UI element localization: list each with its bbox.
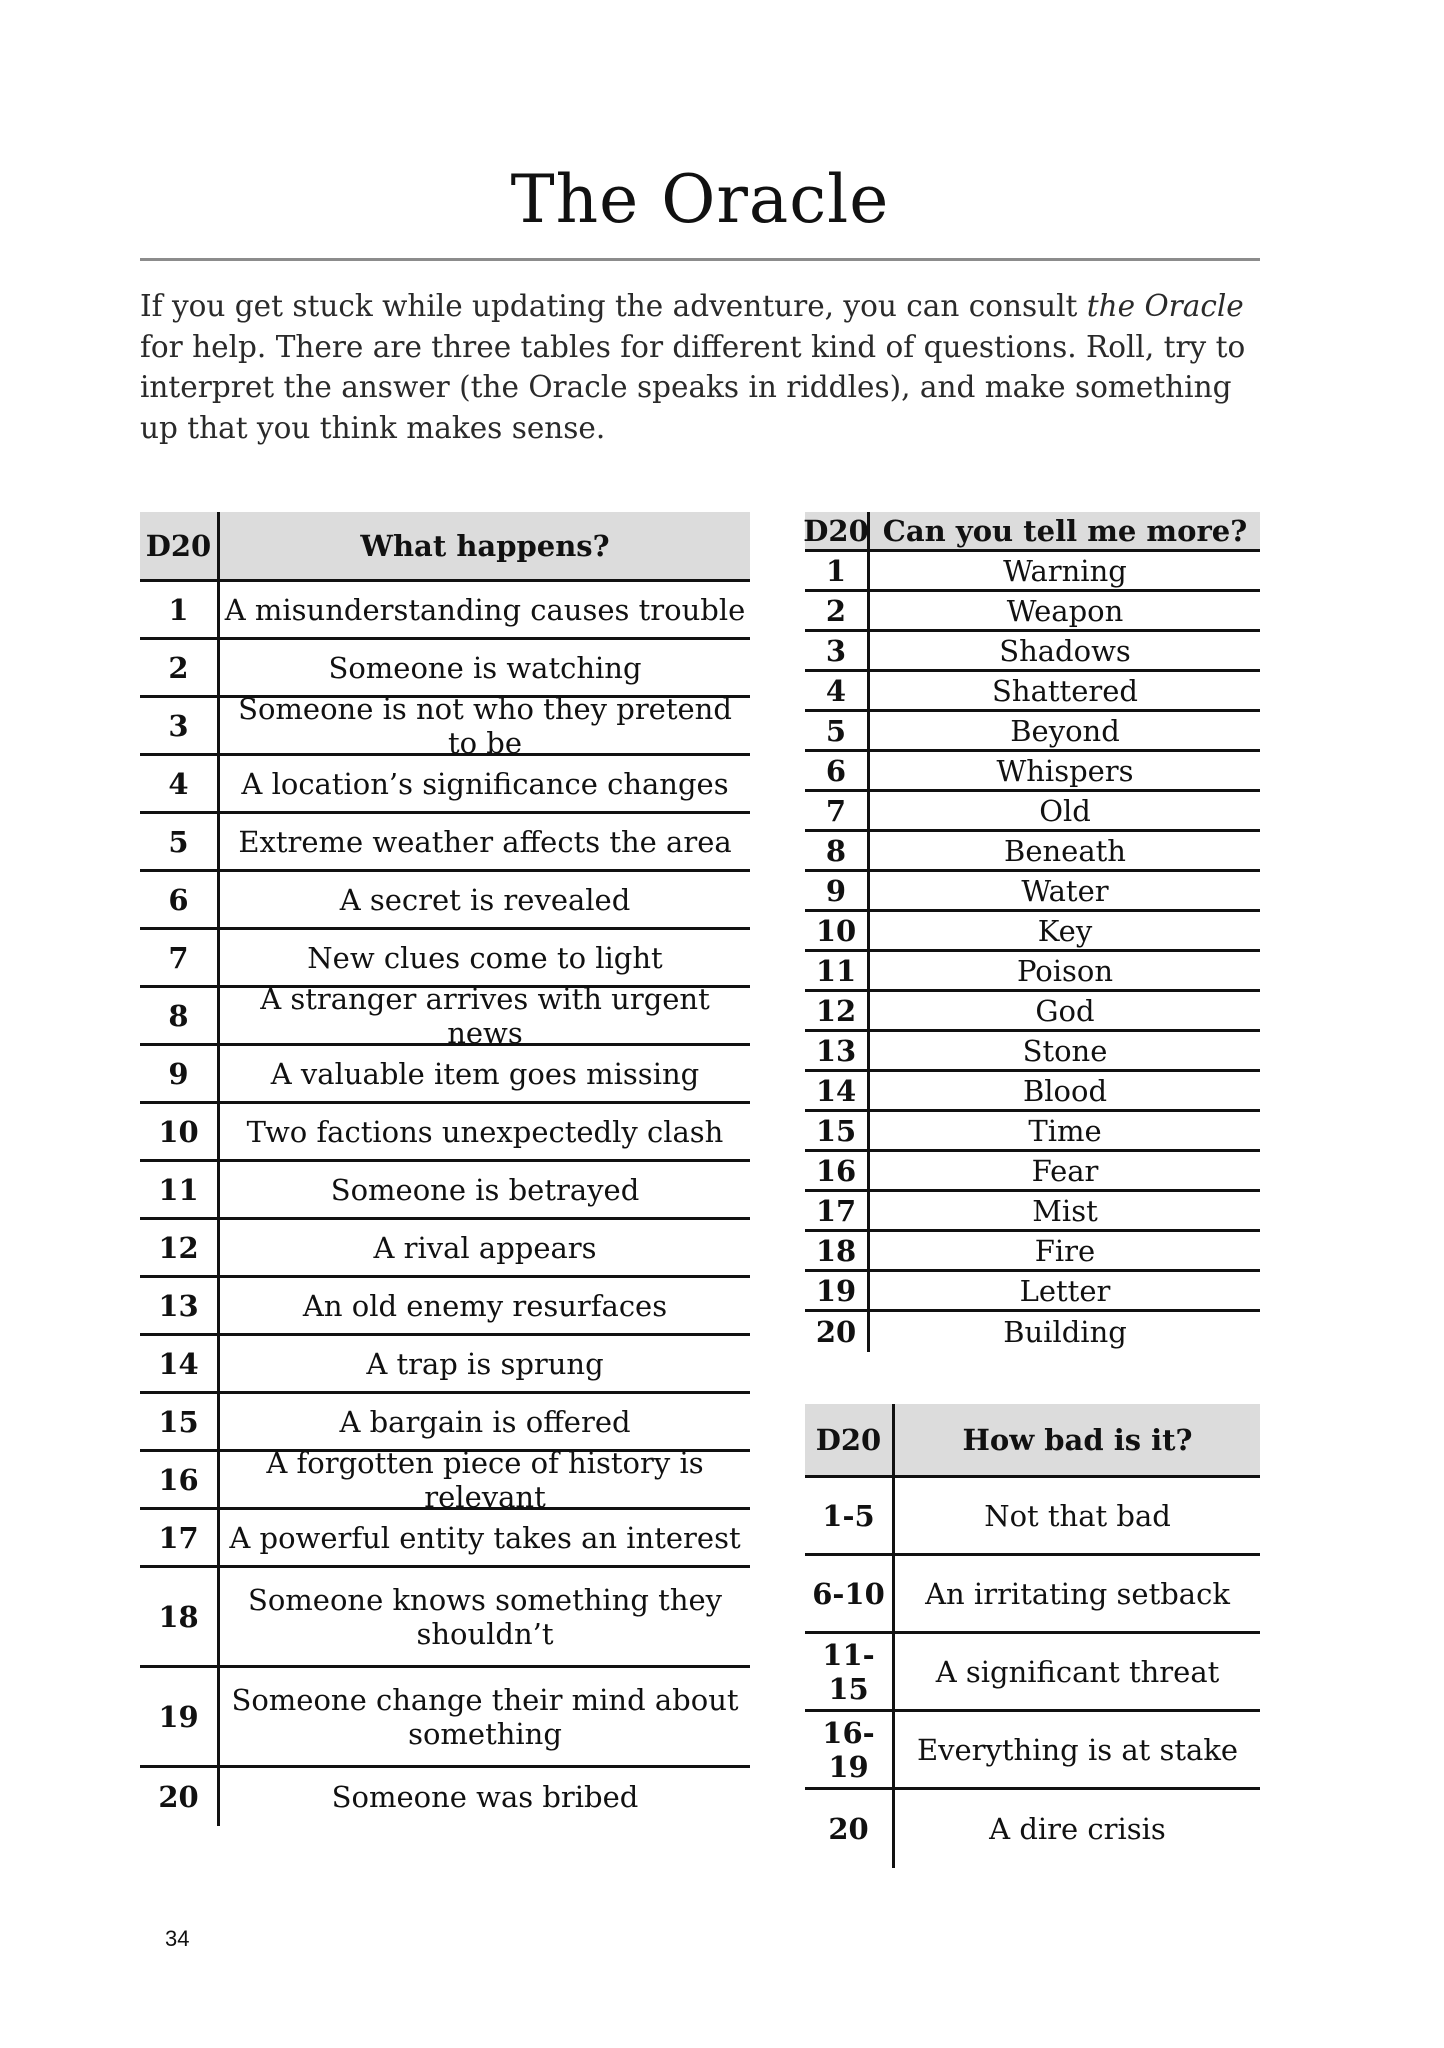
result-text: Someone knows something they shouldn’t <box>247 1582 723 1651</box>
table-header-row <box>805 512 1260 552</box>
result-text: A powerful entity takes an interest <box>229 1520 741 1555</box>
roll-value: 10 <box>140 1104 220 1159</box>
result-text: A forgotten piece of history is relevant <box>266 1445 704 1514</box>
result-text: Not that bad <box>984 1498 1171 1533</box>
roll-value: 11 <box>140 1162 220 1217</box>
result-text: A significant threat <box>935 1654 1220 1689</box>
result-text: Building <box>1003 1315 1127 1349</box>
table-header-row <box>140 512 750 582</box>
result-text: Mist <box>1032 1193 1098 1228</box>
table-header-question: How bad is it? <box>962 1422 1193 1457</box>
table-row <box>805 1478 1260 1556</box>
roll-value: 12 <box>805 992 870 1029</box>
table-row <box>805 1072 1260 1112</box>
table-row <box>140 691 750 760</box>
roll-value: 12 <box>140 1220 220 1275</box>
roll-value: 20 <box>805 1790 895 1868</box>
result-text: Blood <box>1022 1073 1108 1108</box>
table-row <box>805 1634 1260 1712</box>
table-row <box>140 756 750 814</box>
result-text: A misunderstanding causes trouble <box>224 592 746 627</box>
intro-text: If you get stuck while updating the adventure, you can consult <box>140 289 1087 323</box>
table-row <box>140 640 750 698</box>
table-row <box>805 1232 1260 1272</box>
result-text: A secret is revealed <box>339 882 631 917</box>
table-row <box>805 552 1260 592</box>
roll-value: 1 <box>805 552 870 589</box>
result-text: Key <box>1037 913 1093 948</box>
roll-value: 5 <box>140 814 220 869</box>
roll-value: 14 <box>140 1336 220 1391</box>
table-row <box>140 1162 750 1220</box>
result-text: A stranger arrives with urgent news <box>260 981 710 1050</box>
result-text: Someone is betrayed <box>330 1172 640 1207</box>
table-row <box>140 1394 750 1452</box>
how-bad-table <box>805 1404 1260 1868</box>
table-row <box>805 1556 1260 1634</box>
result-text: Weapon <box>1006 593 1124 628</box>
result-text: Poison <box>1016 953 1114 988</box>
table-row <box>805 1790 1260 1868</box>
roll-value: 1-5 <box>805 1478 895 1553</box>
result-text: Warning <box>1003 553 1127 588</box>
table-row <box>805 712 1260 752</box>
result-text: A location’s significance changes <box>241 766 729 801</box>
page-number: 34 <box>165 1926 190 1951</box>
table-row <box>140 814 750 872</box>
table-row <box>140 1220 750 1278</box>
result-text: A rival appears <box>373 1230 597 1265</box>
table-row <box>805 632 1260 672</box>
roll-value: 11 <box>805 952 870 989</box>
tell-me-more-table <box>805 512 1260 1352</box>
intro-emphasis: the Oracle <box>1086 289 1244 323</box>
table-row <box>805 1032 1260 1072</box>
roll-value: 3 <box>805 632 870 669</box>
intro-paragraph <box>140 286 1260 448</box>
table-row <box>140 1768 750 1826</box>
roll-value: 18 <box>140 1568 220 1665</box>
roll-value: 19 <box>140 1668 220 1765</box>
table-row <box>140 872 750 930</box>
roll-value: 9 <box>140 1046 220 1101</box>
roll-value: 8 <box>805 832 870 869</box>
roll-value: 16-19 <box>805 1712 895 1787</box>
table-row <box>805 992 1260 1032</box>
roll-value: 1 <box>140 582 220 637</box>
result-text: Water <box>1021 873 1109 908</box>
table-row <box>140 1568 750 1668</box>
result-text: Someone is watching <box>328 650 642 685</box>
page-title: The Oracle <box>510 161 890 238</box>
table-row <box>805 1152 1260 1192</box>
table-row <box>140 1278 750 1336</box>
roll-value: 17 <box>140 1510 220 1565</box>
roll-value: 9 <box>805 872 870 909</box>
table-row <box>805 1312 1260 1352</box>
title-divider <box>140 258 1260 261</box>
roll-value: 2 <box>805 592 870 629</box>
table-row <box>805 592 1260 632</box>
table-row <box>805 1272 1260 1312</box>
roll-value: 13 <box>140 1278 220 1333</box>
roll-value: 7 <box>805 792 870 829</box>
result-text: Shadows <box>999 633 1131 668</box>
table-row <box>140 1046 750 1104</box>
roll-value: 20 <box>140 1768 220 1826</box>
roll-value: 16 <box>140 1452 220 1507</box>
intro-text-continued: for help. There are three tables for different kind of questions. Roll, try to interpret the answer (the Oracle speaks in riddles), and make something up that you think makes sense. <box>140 329 1246 445</box>
table-header-die: D20 <box>805 1404 895 1475</box>
result-text: Stone <box>1022 1033 1108 1068</box>
table-row <box>140 1668 750 1768</box>
roll-value: 4 <box>140 756 220 811</box>
table-header-question: Can you tell me more? <box>882 513 1248 548</box>
result-text: An old enemy resurfaces <box>302 1288 668 1323</box>
roll-value: 8 <box>140 988 220 1043</box>
roll-value: 20 <box>805 1312 870 1352</box>
result-text: A dire crisis <box>989 1812 1166 1846</box>
table-row <box>140 1445 750 1514</box>
result-text: Old <box>1039 793 1091 828</box>
table-row <box>140 1336 750 1394</box>
table-row <box>805 832 1260 872</box>
result-text: An irritating setback <box>925 1576 1230 1611</box>
result-text: Whispers <box>996 753 1134 788</box>
result-text: New clues come to light <box>307 940 663 975</box>
result-text: Fear <box>1031 1153 1099 1188</box>
roll-value: 15 <box>140 1394 220 1449</box>
table-row <box>805 752 1260 792</box>
table-row <box>805 792 1260 832</box>
result-text: Someone is not who they pretend to be <box>238 691 732 760</box>
roll-value: 10 <box>805 912 870 949</box>
table-row <box>140 1104 750 1162</box>
table-row <box>805 1112 1260 1152</box>
table-row <box>805 872 1260 912</box>
table-row <box>805 1712 1260 1790</box>
table-row <box>805 672 1260 712</box>
roll-value: 7 <box>140 930 220 985</box>
table-header-die: D20 <box>140 512 220 579</box>
result-text: Shattered <box>992 673 1138 708</box>
roll-value: 2 <box>140 640 220 695</box>
roll-value: 4 <box>805 672 870 709</box>
result-text: Time <box>1028 1113 1102 1148</box>
roll-value: 5 <box>805 712 870 749</box>
result-text: Two factions unexpectedly clash <box>246 1114 724 1149</box>
result-text: Letter <box>1019 1273 1111 1308</box>
result-text: A trap is sprung <box>366 1346 604 1381</box>
roll-value: 15 <box>805 1112 870 1149</box>
roll-value: 18 <box>805 1232 870 1269</box>
roll-value: 13 <box>805 1032 870 1069</box>
result-text: Extreme weather affects the area <box>238 824 732 859</box>
table-row <box>140 981 750 1050</box>
roll-value: 6 <box>140 872 220 927</box>
roll-value: 16 <box>805 1152 870 1189</box>
result-text: Someone change their mind about something <box>231 1682 739 1751</box>
what-happens-table <box>140 512 750 1826</box>
table-header-row <box>805 1404 1260 1478</box>
roll-value: 14 <box>805 1072 870 1109</box>
table-row <box>140 930 750 988</box>
table-row <box>805 1192 1260 1232</box>
table-row <box>140 1510 750 1568</box>
roll-value: 3 <box>140 698 220 753</box>
roll-value: 19 <box>805 1272 870 1309</box>
table-row <box>805 912 1260 952</box>
result-text: A valuable item goes missing <box>270 1056 700 1091</box>
result-text: Someone was bribed <box>331 1780 639 1814</box>
table-header-die: D20 <box>803 513 869 548</box>
result-text: Beyond <box>1010 713 1120 748</box>
table-row <box>140 582 750 640</box>
roll-value: 6 <box>805 752 870 789</box>
table-row <box>805 952 1260 992</box>
result-text: A bargain is offered <box>339 1404 631 1439</box>
result-text: God <box>1035 993 1095 1028</box>
roll-value: 6-10 <box>805 1556 895 1631</box>
result-text: Fire <box>1034 1233 1096 1268</box>
result-text: Beneath <box>1004 833 1126 868</box>
roll-value: 17 <box>805 1192 870 1229</box>
roll-value: 11-15 <box>805 1634 895 1709</box>
table-header-question: What happens? <box>360 528 610 563</box>
result-text: Everything is at stake <box>916 1732 1239 1767</box>
